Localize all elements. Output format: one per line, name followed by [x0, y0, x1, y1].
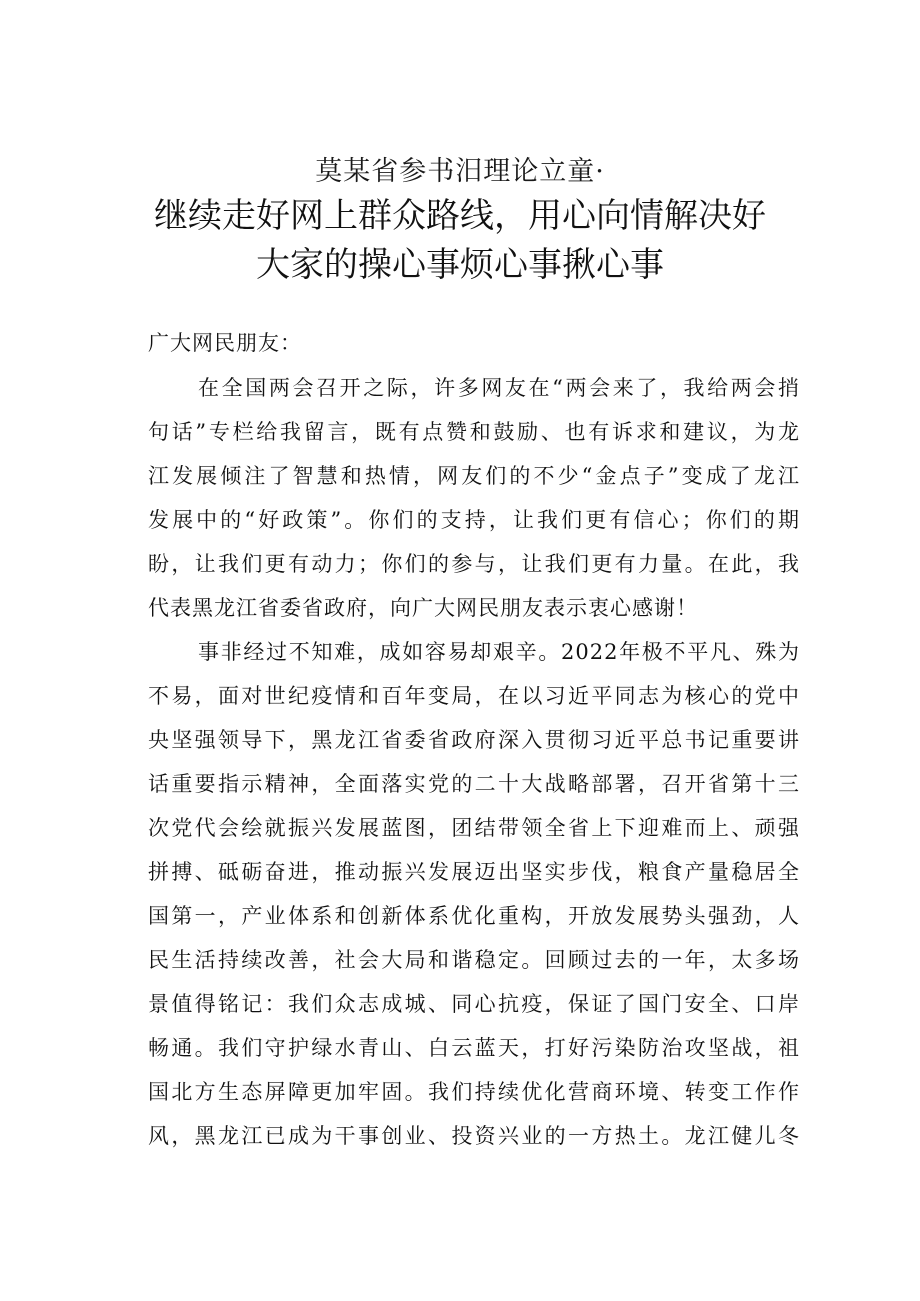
letter-body: [148, 366, 800, 1158]
paragraph-line: 景值得铭记：我们众志成城、同心抗疫，保证了国门安全、口岸: [148, 992, 800, 1016]
salutation: 广大网民朋友：: [148, 331, 302, 355]
paragraph-line: 次党代会绘就振兴发展蓝图，团结带领全省上下迎难而上、顽强: [148, 816, 800, 840]
paragraph-line: 风，黑龙江已成为干事创业、投资兴业的一方热土。龙江健儿冬: [148, 1124, 800, 1148]
paragraph-line: 在全国两会召开之际，许多网友在“两会来了，我给两会捎: [198, 376, 800, 400]
paragraph-line: 发展中的“好政策”。你们的支持，让我们更有信心；你们的期: [148, 508, 800, 532]
paragraph-line: 畅通。我们守护绿水青山、白云蓝天，打好污染防治攻坚战，祖: [148, 1036, 800, 1060]
paragraph-line: 江发展倾注了智慧和热情，网友们的不少“金点子”变成了龙江: [148, 464, 800, 488]
paragraph-1: [148, 366, 800, 630]
paragraph-2: [148, 630, 800, 1158]
paragraph-line: 拼搏、砥砺奋进，推动振兴发展迈出坚实步伐，粮食产量稳居全: [148, 860, 800, 884]
paragraph-line: 国北方生态屏障更加牢固。我们持续优化营商环境、转变工作作: [148, 1080, 800, 1104]
title-line-2: 大家的操心事烦心事揪心事: [256, 245, 664, 285]
paragraph-line: 国第一，产业体系和创新体系优化重构，开放发展势头强劲，人: [148, 904, 800, 928]
paragraph-line: 民生活持续改善，社会大局和谐稳定。回顾过去的一年，太多场: [148, 948, 800, 972]
article-title: [0, 192, 920, 290]
paragraph-line: 不易，面对世纪疫情和百年变局，在以习近平同志为核心的党中: [148, 684, 800, 708]
paragraph-line: 盼，让我们更有动力；你们的参与，让我们更有力量。在此，我: [148, 552, 800, 576]
paragraph-line: 话重要指示精神，全面落实党的二十大战略部署，召开省第十三: [148, 772, 800, 796]
paragraph-line: 事非经过不知难，成如容易却艰辛。2022年极不平凡、殊为: [198, 640, 800, 664]
paragraph-line: 代表黑龙江省委省政府，向广大网民朋友表示衷心感谢！: [148, 596, 698, 620]
paragraph-line: 句话”专栏给我留言，既有点赞和鼓励、也有诉求和建议，为龙: [148, 420, 800, 444]
column-kicker: 莫某省参书汨理论立童·: [315, 156, 605, 187]
title-line-1: 继续走好网上群众路线，用心向情解决好: [154, 196, 766, 236]
paragraph-line: 央坚强领导下，黑龙江省委省政府深入贯彻习近平总书记重要讲: [148, 728, 800, 752]
